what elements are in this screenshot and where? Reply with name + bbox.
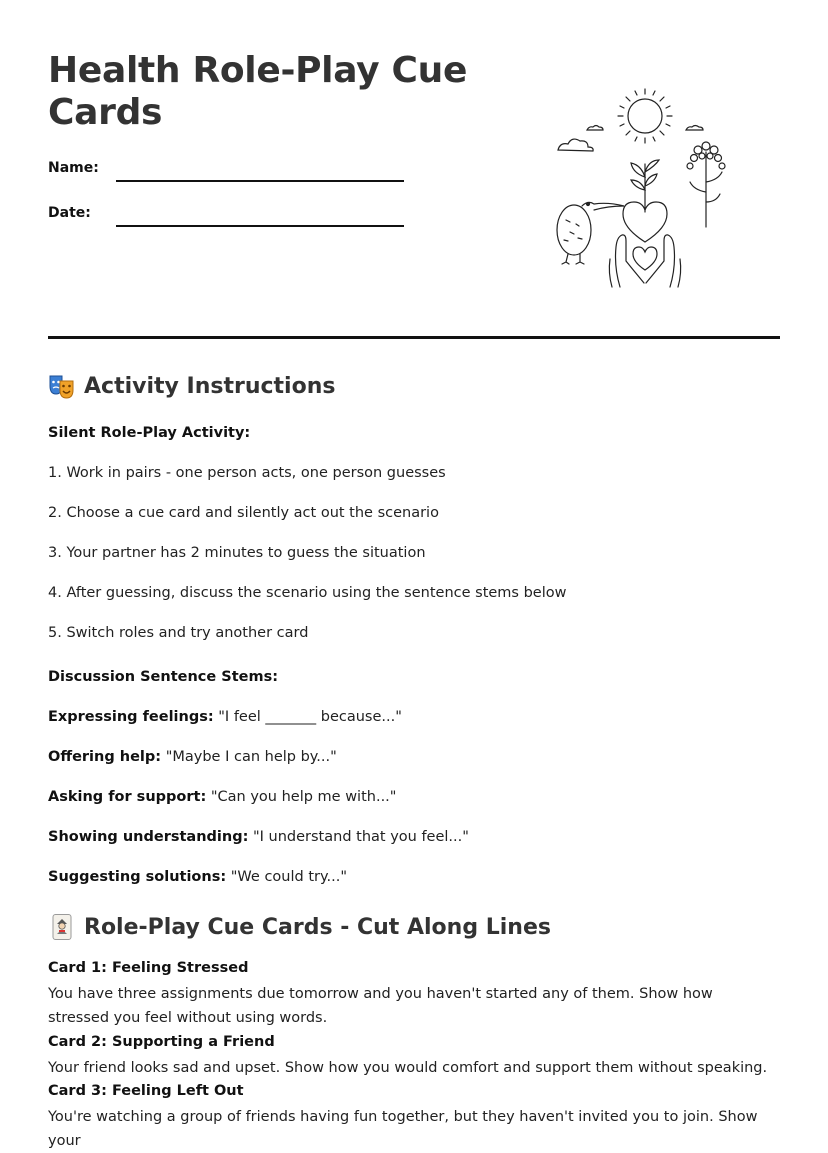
name-label: Name: <box>48 160 99 176</box>
plant-icon <box>631 160 659 212</box>
stem-text: "We could try..." <box>226 869 347 885</box>
date-label: Date: <box>48 205 91 221</box>
card-title: Card 2: Supporting a Friend <box>48 1034 275 1050</box>
instruction-step: 5. Switch roles and try another card <box>48 625 309 641</box>
stem-label: Asking for support: <box>48 789 207 805</box>
date-field[interactable] <box>116 225 404 227</box>
page-title: Health Role-Play Cue Cards <box>48 50 468 133</box>
stem-label: Showing understanding: <box>48 829 249 845</box>
flower-icon <box>687 142 725 227</box>
card-body: Your friend looks sad and upset. Show how you would comfort and support them without speaking. <box>48 1060 768 1076</box>
joker-card-icon <box>48 913 76 941</box>
stem-label: Suggesting solutions: <box>48 869 227 885</box>
kiwi-bird-icon <box>557 202 624 264</box>
instruction-step: 2. Choose a cue card and silently act out the scenario <box>48 505 439 521</box>
sentence-stem <box>48 709 402 725</box>
sentence-stem <box>48 749 337 765</box>
health-illustration <box>552 82 736 292</box>
instruction-step: 1. Work in pairs - one person acts, one person guesses <box>48 465 446 481</box>
instructions-heading <box>48 372 335 400</box>
performing-arts-masks-icon <box>48 372 76 400</box>
stem-text: "I feel _______ because..." <box>213 709 402 725</box>
sun-icon <box>618 89 672 143</box>
stem-text: "I understand that you feel..." <box>248 829 469 845</box>
card-title: Card 1: Feeling Stressed <box>48 960 249 976</box>
stem-text: "Can you help me with..." <box>206 789 397 805</box>
stem-label: Expressing feelings: <box>48 709 214 725</box>
hands-heart-icon <box>609 202 680 287</box>
cards-heading <box>48 913 551 941</box>
stem-label: Offering help: <box>48 749 162 765</box>
card-body: You have three assignments due tomorrow and you haven't started any of them. Show how stressed you feel without using words. <box>48 986 713 1026</box>
sentence-stem <box>48 829 469 845</box>
stems-heading: Discussion Sentence Stems: <box>48 669 279 685</box>
name-field[interactable] <box>116 180 404 182</box>
activity-subheading: Silent Role-Play Activity: <box>48 425 251 441</box>
sentence-stem <box>48 789 396 805</box>
instruction-step: 4. After guessing, discuss the scenario using the sentence stems below <box>48 585 567 601</box>
instruction-step: 3. Your partner has 2 minutes to guess the situation <box>48 545 426 561</box>
card-title: Card 3: Feeling Left Out <box>48 1083 244 1099</box>
section-divider <box>48 336 780 339</box>
cloud-icon <box>558 126 703 152</box>
card-body: You're watching a group of friends having fun together, but they haven't invited you to join. Show your <box>48 1109 758 1149</box>
sentence-stem <box>48 869 347 885</box>
instructions-heading-text: Activity Instructions <box>84 373 336 399</box>
cards-heading-text: Role-Play Cue Cards - Cut Along Lines <box>84 914 551 940</box>
stem-text: "Maybe I can help by..." <box>161 749 337 765</box>
